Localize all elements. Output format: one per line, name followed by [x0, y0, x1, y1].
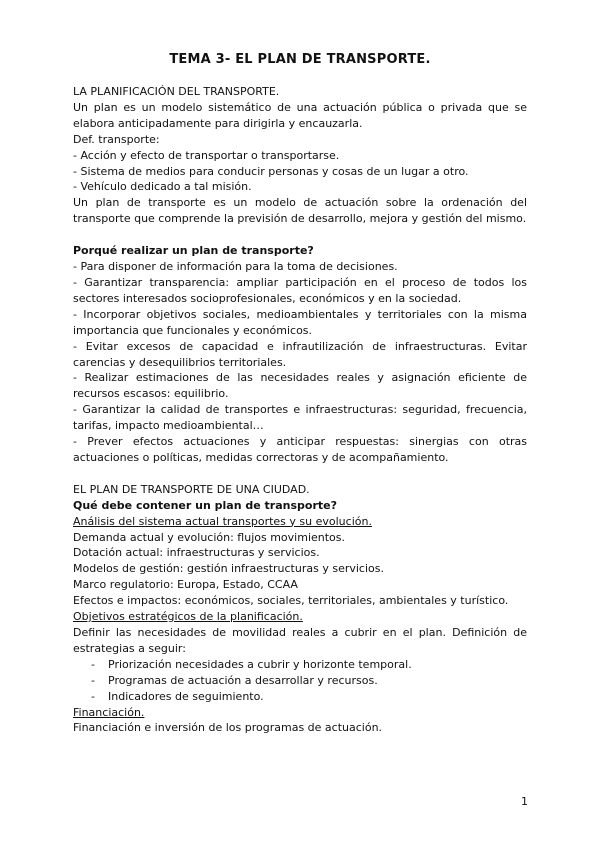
subheading-financiacion: Financiación.	[73, 705, 145, 719]
reason-item: - Para disponer de información para la toma de decisiones.	[73, 260, 398, 274]
paragraph-plan-transporte: Un plan de transporte es un modelo de actuación sobre la ordenación del transporte que comprende la previsión de desarrollo, mejora y gestión del mismo.	[73, 196, 527, 226]
definition-label: Def. transporte:	[73, 132, 160, 146]
spacer	[73, 227, 527, 243]
paragraph-financiacion: Financiación e inversión de los programas de actuación.	[73, 721, 383, 735]
strategy-list	[73, 657, 527, 705]
paragraph-plan-definition: Un plan es un modelo sistemático de una actuación pública o privada que se elabora anticipadamente para dirigirla y encauzarla.	[73, 100, 527, 130]
document-body	[73, 84, 527, 736]
reason-item: - Garantizar la calidad de transportes e infraestructuras: seguridad, frecuencia, tarifas, impacto medioambiental…	[73, 403, 527, 433]
definition-item: - Sistema de medios para conducir personas y cosas de un lugar a otro.	[73, 164, 469, 178]
document-title: TEMA 3- EL PLAN DE TRANSPORTE.	[169, 52, 431, 67]
subheading-objetivos: Objetivos estratégicos de la planificación.	[73, 610, 303, 624]
reason-item: - Incorporar objetivos sociales, medioambientales y territoriales con la misma importancia que funcionales y económicos.	[73, 307, 527, 337]
strategy-item: - Programas de actuación a desarrollar y recursos.	[73, 673, 527, 689]
paragraph-objetivos: Definir las necesidades de movilidad reales a cubrir en el plan. Definición de estrategias a seguir:	[73, 626, 527, 655]
reason-item: - Evitar excesos de capacidad e infrautilización de infraestructuras. Evitar carencias y desequilibrios territoriales.	[73, 339, 527, 369]
section-heading-porque: Porqué realizar un plan de transporte?	[73, 244, 314, 258]
strategy-item: - Indicadores de seguimiento.	[73, 689, 527, 705]
section-heading-planificacion: LA PLANIFICACIÓN DEL TRANSPORTE.	[73, 85, 280, 98]
subheading-analisis: Análisis del sistema actual transportes y su evolución.	[73, 514, 372, 528]
section-heading-ciudad: EL PLAN DE TRANSPORTE DE UNA CIUDAD.	[73, 482, 310, 496]
reason-item: - Prever efectos actuaciones y anticipar respuestas: sinergias con otras actuaciones o políticas, medidas correctoras y de acompañamiento.	[73, 435, 527, 464]
analysis-item: Modelos de gestión: gestión infraestructuras y servicios.	[73, 562, 384, 576]
question-heading: Qué debe contener un plan de transporte?	[73, 498, 337, 512]
reason-item: - Realizar estimaciones de las necesidades reales y asignación eficiente de recursos escasos: equilibrio.	[73, 371, 527, 401]
analysis-item: Marco regulatorio: Europa, Estado, CCAA	[73, 578, 298, 592]
analysis-item: Demanda actual y evolución: flujos movimientos.	[73, 530, 346, 544]
strategy-item: - Priorización necesidades a cubrir y horizonte temporal.	[73, 657, 527, 673]
page-number: 1	[521, 795, 528, 808]
reason-item: - Garantizar transparencia: ampliar participación en el proceso de todos los sectores interesados socioprofesionales, económicos y en la sociedad.	[73, 275, 527, 305]
definition-item: - Acción y efecto de transportar o transportarse.	[73, 148, 340, 162]
definition-item: - Vehículo dedicado a tal misión.	[73, 180, 252, 194]
spacer	[73, 466, 527, 482]
analysis-item: Dotación actual: infraestructuras y servicios.	[73, 546, 320, 560]
analysis-item: Efectos e impactos: económicos, sociales, territoriales, ambientales y turístico.	[73, 594, 509, 608]
